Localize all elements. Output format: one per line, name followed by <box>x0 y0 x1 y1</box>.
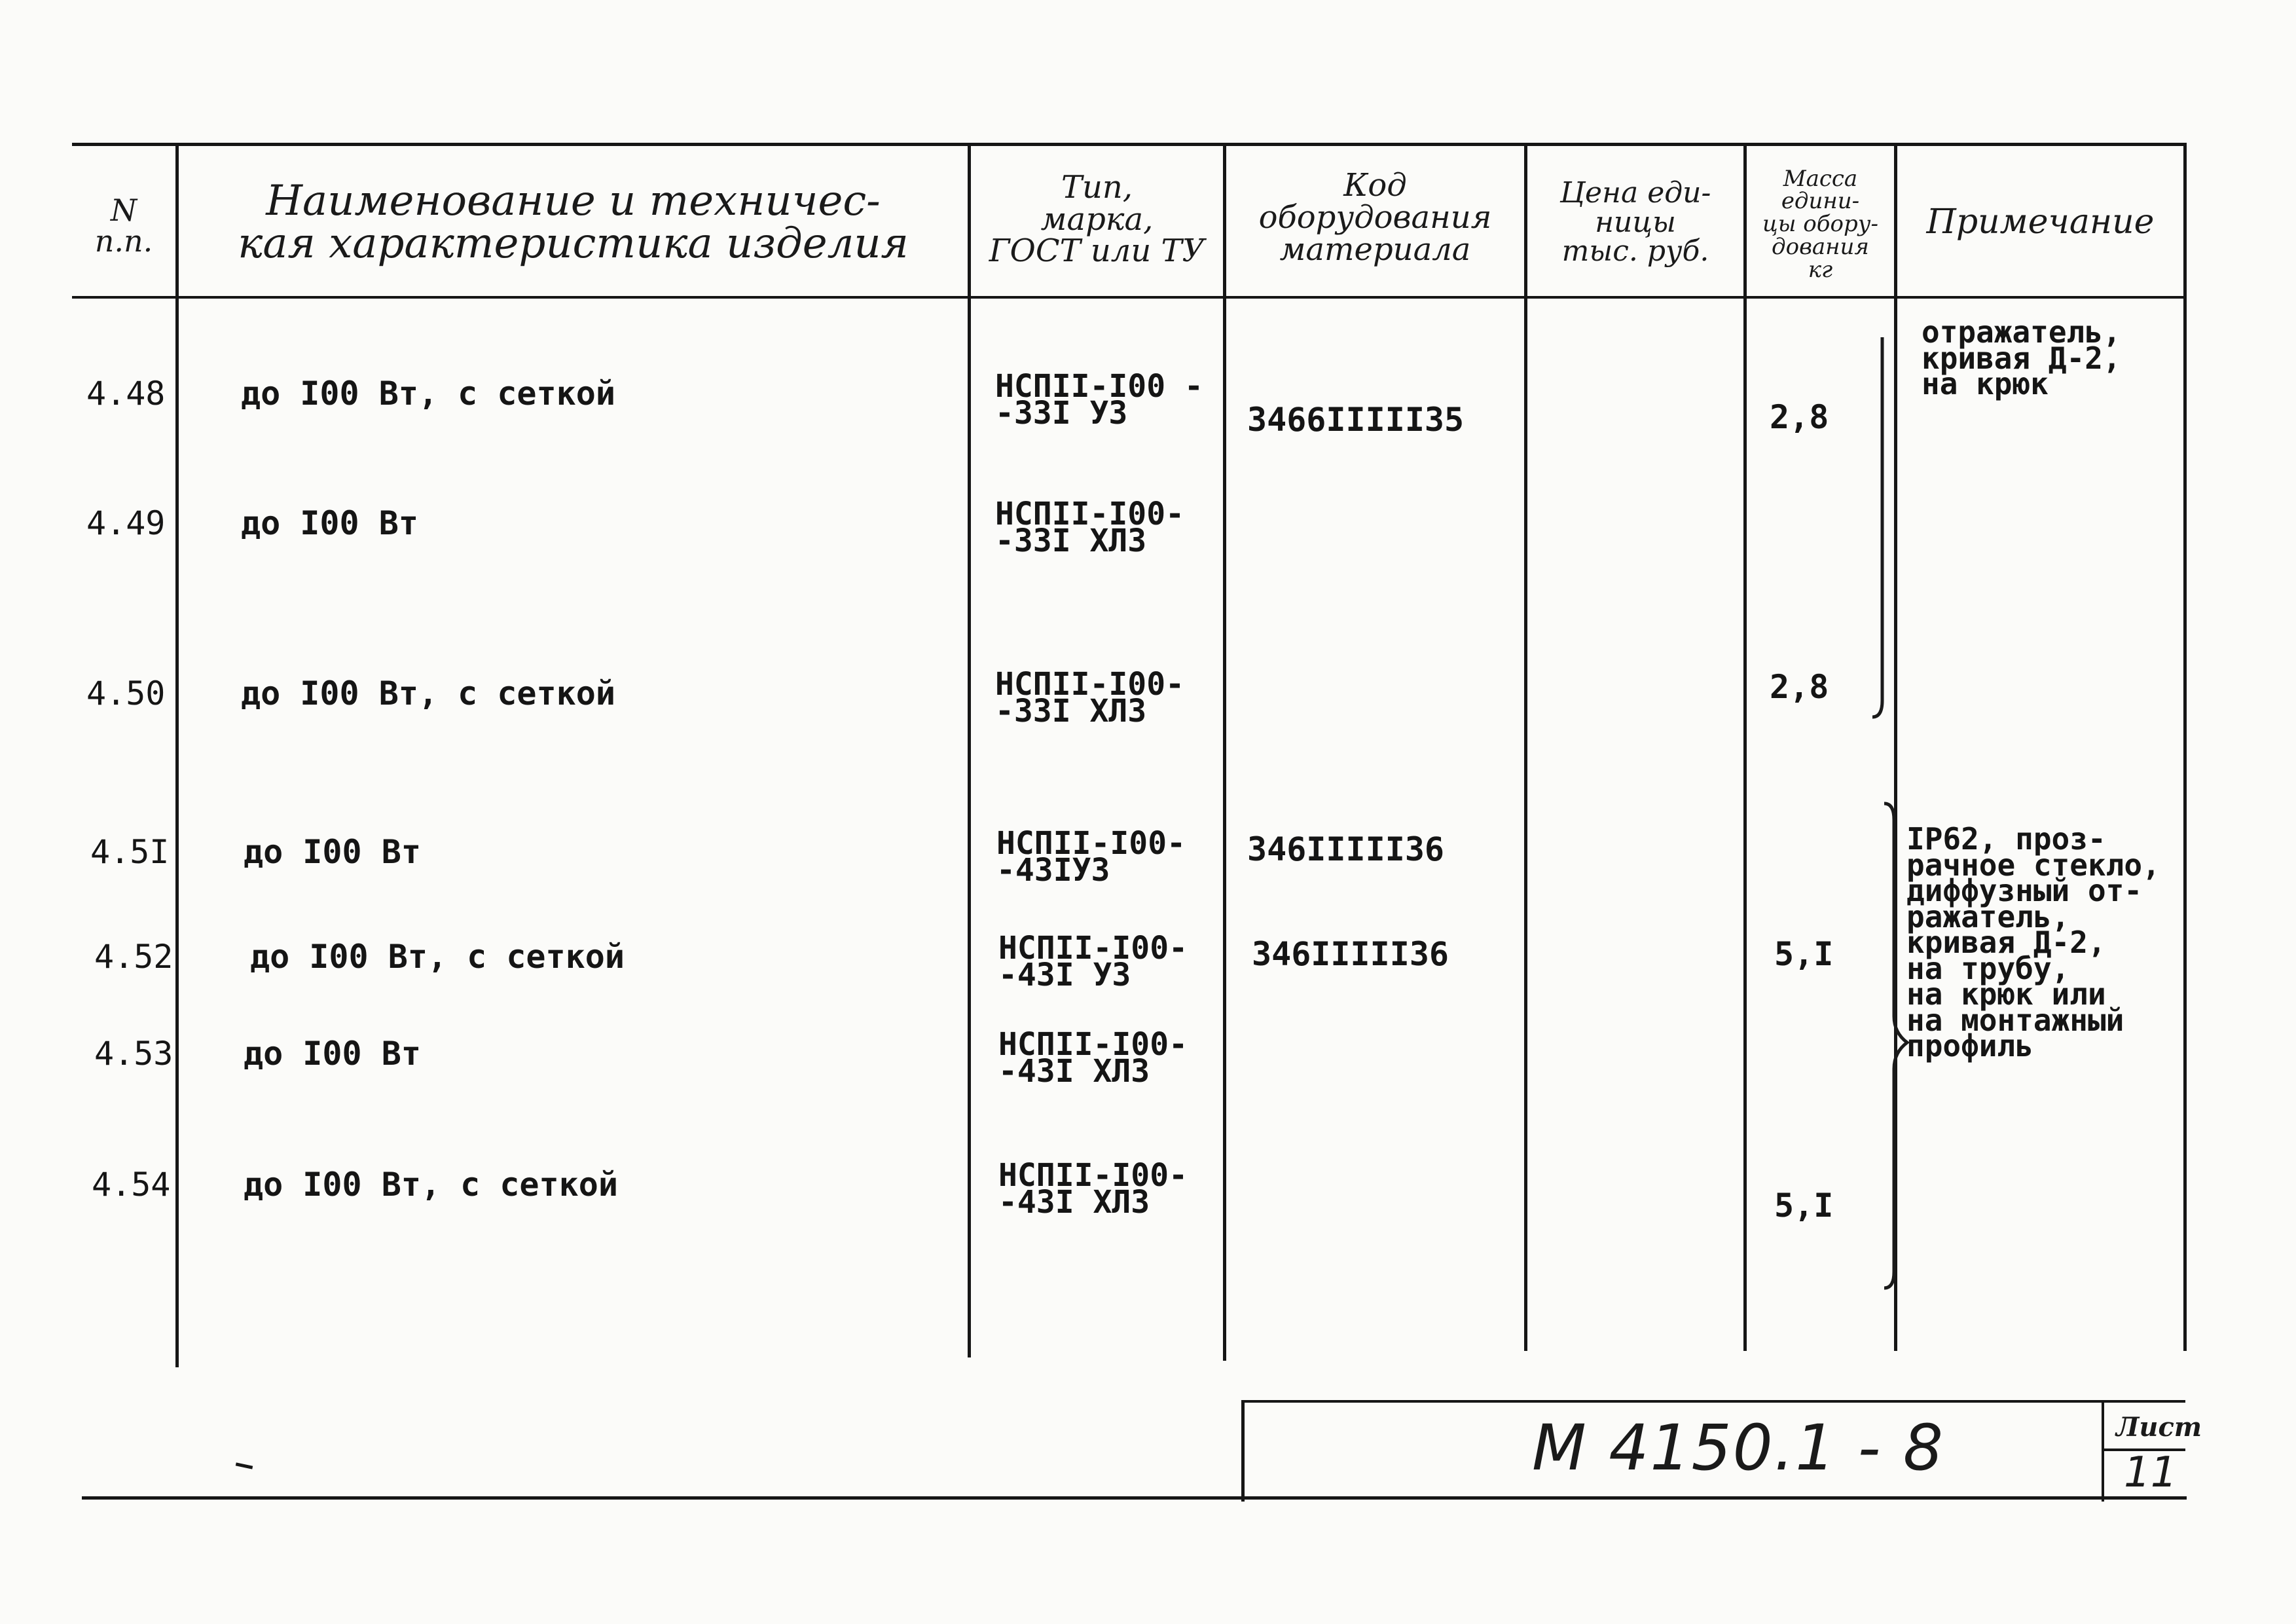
row-number: 4.49 <box>86 504 166 542</box>
sheet-number: 11 <box>2124 1449 2178 1497</box>
col-divider-1 <box>175 143 179 1367</box>
row-name: до I00 Вт <box>244 1035 421 1073</box>
row-number: 4.5I <box>90 833 170 871</box>
row-name: до I00 Вт <box>244 833 421 871</box>
row-type: НСПII-I00- -43I УЗ <box>998 930 1188 994</box>
header-note: Примечание <box>1926 202 2155 242</box>
row-code: 3466IIIII35 <box>1247 401 1465 439</box>
row-code: 346IIIII36 <box>1247 830 1445 868</box>
row-number: 4.54 <box>92 1166 171 1204</box>
header-name: Наименование и техничес- кая характеристика изделия <box>238 176 909 268</box>
row-type: НСПII-I00 - -33I УЗ <box>995 368 1203 432</box>
stamp-left-rule <box>1241 1400 1245 1502</box>
row-type: НСПII-I00- -43I ХЛЗ <box>998 1157 1188 1221</box>
row-name: до I00 Вт, с сеткой <box>250 938 625 976</box>
col-divider-7 <box>2183 143 2187 1351</box>
note-group-2: IP62, проз- рачное стекло, диффузный от- ражатель, кривая Д-2, на трубу, на крюк или на монтажный профиль <box>1906 821 2160 1064</box>
row-mass: 2,8 <box>1770 398 1829 436</box>
row-number: 4.48 <box>86 375 166 413</box>
row-name: до I00 Вт <box>241 504 418 542</box>
header-price: Цена еди- ницы тыс. руб. <box>1559 175 1711 268</box>
row-number: 4.53 <box>94 1035 173 1073</box>
document-code: М 4150.1 - 8 <box>1532 1411 1944 1485</box>
row-type: НСПII-I00- -43IУЗ <box>996 825 1186 889</box>
page-bottom-rule <box>82 1496 2187 1500</box>
header-num: N п.п. <box>94 193 153 259</box>
row-mass: 5,I <box>1774 1187 1834 1225</box>
header-bottom-rule <box>72 296 2187 299</box>
brace-group-2 <box>1878 800 1917 1291</box>
row-code: 346IIIII36 <box>1252 935 1449 973</box>
header-code: Код оборудования материала <box>1258 167 1492 268</box>
header-mass: Масса едини- цы обору- дования кг <box>1762 165 1878 283</box>
row-type: НСПII-I00- -43I ХЛЗ <box>998 1026 1188 1090</box>
row-mass: 5,I <box>1774 935 1834 973</box>
col-divider-4 <box>1524 143 1527 1351</box>
row-number: 4.50 <box>86 674 166 712</box>
col-divider-2 <box>968 143 971 1357</box>
header-type: Тип, марка, ГОСТ или ТУ <box>989 168 1205 270</box>
row-name: до I00 Вт, с сеткой <box>241 674 615 712</box>
col-divider-3 <box>1223 143 1226 1361</box>
row-name: до I00 Вт, с сеткой <box>241 375 615 413</box>
row-type: НСПII-I00- -33I ХЛЗ <box>995 496 1184 560</box>
row-type: НСПII-I00- -33I ХЛЗ <box>995 666 1184 730</box>
stamp-top-rule <box>1243 1400 2185 1403</box>
sheet-label: Лист <box>2116 1412 2202 1443</box>
row-name: до I00 Вт, с сеткой <box>244 1166 618 1204</box>
note-group-1: отражатель, кривая Д-2, на крюк <box>1922 314 2121 402</box>
col-divider-5 <box>1743 143 1747 1351</box>
row-mass: 2,8 <box>1770 668 1829 706</box>
scan-mark <box>236 1462 253 1469</box>
table-top-rule <box>72 143 2187 146</box>
brace-group-1 <box>1869 334 1902 720</box>
row-number: 4.52 <box>94 938 173 976</box>
